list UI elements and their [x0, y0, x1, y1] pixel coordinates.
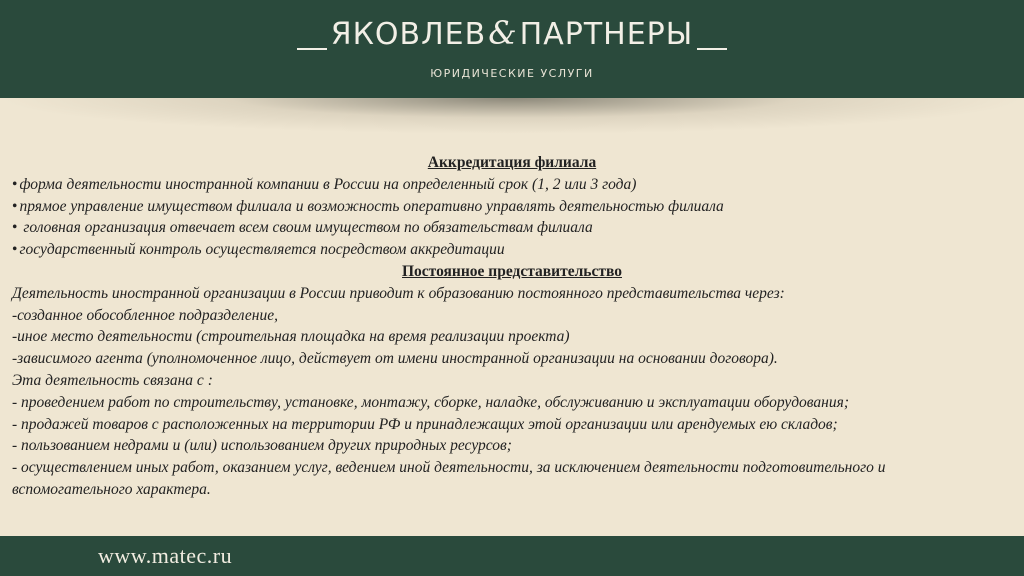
bullet-icon: • — [12, 241, 18, 259]
bullet-icon: • — [12, 197, 18, 215]
website-link[interactable]: www.matec.ru — [98, 543, 233, 568]
paragraph-line: - продажей товаров с расположенных на территории РФ и принадлежащих этой организации или арендуемых ею складов; — [12, 415, 838, 433]
paragraph-line: - осуществлением иных работ, оказанием услуг, ведением иной деятельности, за исключением деятельности подготовительного и вспомогательного характера. — [12, 459, 886, 498]
paragraph-line: - проведением работ по строительству, установке, монтажу, сборке, наладке, обслуживанию и эксплуатации оборудования; — [12, 393, 849, 411]
paragraph-line: -созданное обособленное подразделение, — [12, 306, 278, 324]
bullet-text: прямое управление имуществом филиала и возможность оперативно управлять деятельностью филиала — [19, 197, 724, 215]
bullet-item — [12, 196, 1012, 218]
paragraph-line: Деятельность иностранной организации в России приводит к образованию постоянного представительства через: — [12, 284, 785, 302]
paragraph-line: Эта деятельность связана с : — [12, 371, 213, 389]
brand-ampersand: & — [488, 14, 518, 52]
heading-permanent-representation: Постоянное представительство — [402, 262, 622, 280]
bullet-icon: • — [12, 175, 18, 193]
brand-logo — [0, 14, 1024, 52]
bullet-text: головная организация отвечает всем своим имуществом по обязательствам филиала — [19, 219, 593, 237]
bullet-item — [12, 239, 1012, 261]
paragraph-line: -иное место деятельности (строительная площадка на время реализации проекта) — [12, 328, 570, 346]
brand-tagline: ЮРИДИЧЕСКИЕ УСЛУГИ — [430, 67, 594, 80]
brand-rule-right — [697, 48, 727, 50]
paragraph-line: - пользованием недрами и (или) использованием других природных ресурсов; — [12, 437, 512, 455]
brand-name-right: ПАРТНЕРЫ — [519, 17, 694, 52]
paragraph-line: -зависимого агента (уполномоченное лицо, действует от имени иностранной организации на основании договора). — [12, 350, 778, 368]
header-shadow — [0, 98, 1024, 134]
brand-name-left: ЯКОВЛЕВ — [330, 17, 487, 52]
bullet-item — [12, 174, 1012, 196]
heading-branch-accreditation: Аккредитация филиала — [427, 154, 597, 171]
bullet-text: государственный контроль осуществляется посредством аккредитации — [19, 241, 505, 259]
bullet-text: форма деятельности иностранной компании в России на определенный срок (1, 2 или 3 года) — [19, 175, 637, 193]
brand-rule-left — [297, 48, 327, 50]
slide-content — [12, 152, 1012, 501]
bullet-icon: • — [12, 219, 18, 237]
bullet-item — [12, 217, 1012, 239]
